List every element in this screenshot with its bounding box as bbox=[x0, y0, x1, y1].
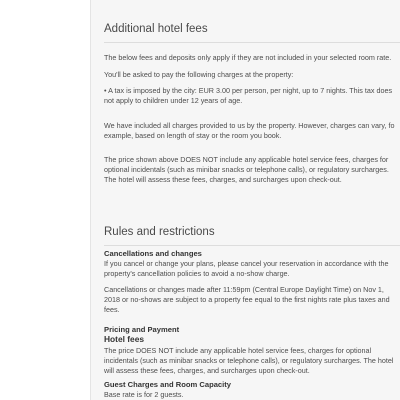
tax-line-2: not apply to children under 12 years of age. bbox=[104, 96, 243, 105]
rules-section bbox=[104, 225, 400, 246]
included-line-2: example, based on length of stay or the room you book. bbox=[104, 131, 282, 140]
price-line-1: The price shown above DOES NOT include any applicable hotel service fees, charges for bbox=[104, 155, 389, 164]
page-left-margin bbox=[0, 0, 90, 400]
base-rate-text: Base rate is for 2 guests. bbox=[104, 390, 184, 399]
rules-title: Rules and restrictions bbox=[104, 225, 400, 246]
details-panel[interactable] bbox=[90, 0, 400, 400]
fees-intro: The below fees and deposits only apply if they are not included in your selected room rate. bbox=[104, 53, 392, 62]
included-line-1: We have included all charges provided to us by the property. However, charges can vary, fo bbox=[104, 121, 395, 130]
price-line-2: optional incidentals (such as minibar snacks or telephone calls), or regulatory surcharges. bbox=[104, 165, 389, 174]
cancel-line-2: property's cancellation policies to avoid a no-show charge. bbox=[104, 269, 290, 278]
fees-asked: You'll be asked to pay the following charges at the property: bbox=[104, 70, 294, 79]
price-line-3: The hotel will assess these fees, charges, and surcharges upon check-out. bbox=[104, 175, 342, 184]
tax-line-1: • A tax is imposed by the city: EUR 3.00 per person, per night, up to 7 nights. This tax does bbox=[104, 86, 393, 95]
after-line-3: fees. bbox=[104, 305, 120, 314]
additional-fees-section bbox=[104, 22, 400, 43]
hotel-fees-line-1: The price DOES NOT include any applicable hotel service fees, charges for optional bbox=[104, 346, 372, 355]
hotel-fees-line-2: incidentals (such as minibar snacks or telephone calls), or regulatory surcharges. The hotel bbox=[104, 356, 394, 365]
after-line-2: 2018 or no-shows are subject to a property fee equal to the first nights rate plus taxes and bbox=[104, 295, 390, 304]
cancellations-heading: Cancellations and changes bbox=[104, 249, 202, 258]
hotel-fees-heading: Hotel fees bbox=[104, 334, 145, 344]
after-line-1: Cancellations or changes made after 11:59pm (Central Europe Daylight Time) on Nov 1, bbox=[104, 285, 384, 294]
hotel-fees-line-3: will assess these fees, charges, and surcharges upon check-out. bbox=[104, 366, 310, 375]
guest-charges-heading: Guest Charges and Room Capacity bbox=[104, 380, 232, 389]
cancel-line-1: If you cancel or change your plans, please cancel your reservation in accordance with the bbox=[104, 259, 389, 268]
additional-fees-title: Additional hotel fees bbox=[104, 22, 400, 43]
pricing-payment-heading: Pricing and Payment bbox=[104, 325, 180, 334]
